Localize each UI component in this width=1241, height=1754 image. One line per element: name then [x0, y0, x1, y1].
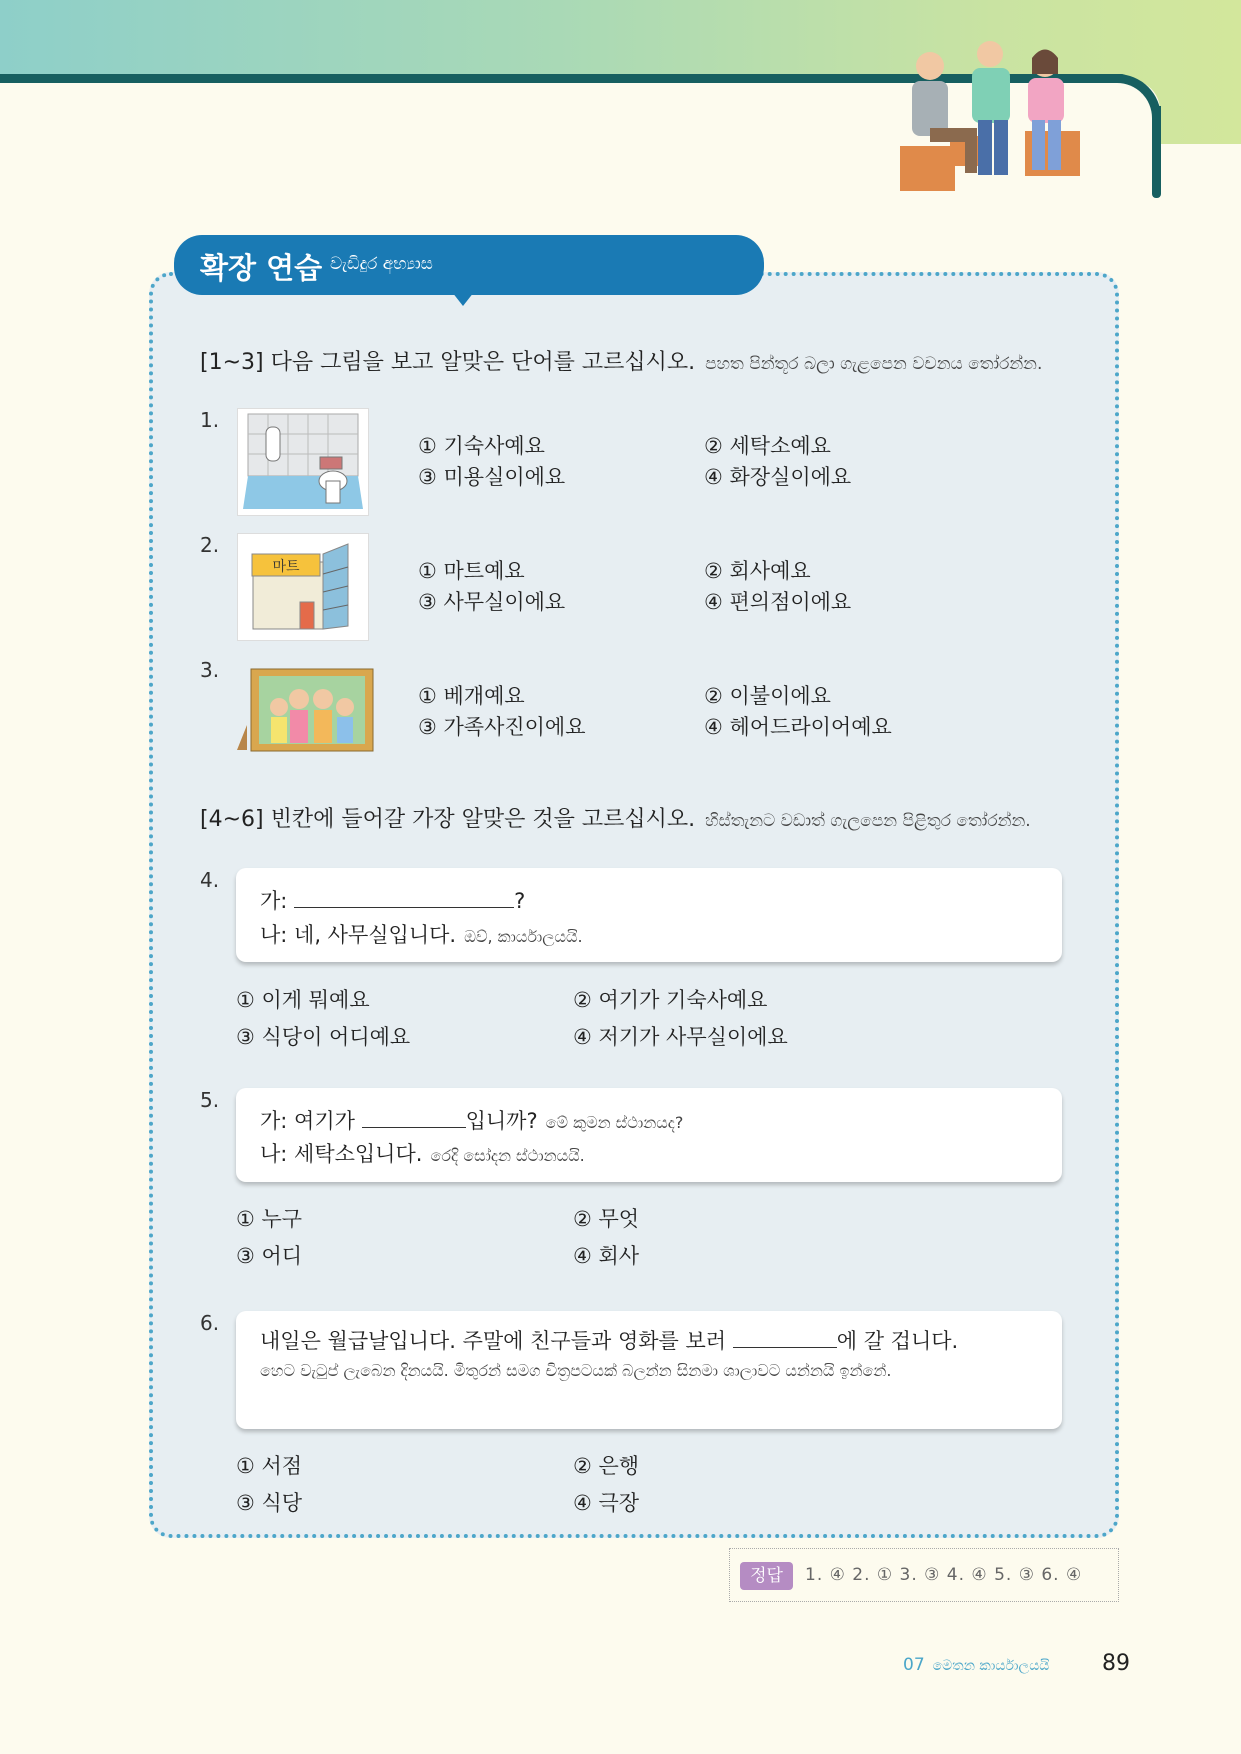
- answer-blank[interactable]: [733, 1329, 837, 1348]
- mart-sign-text: 마트: [272, 559, 300, 575]
- option[interactable]: ④ 극장: [573, 1491, 640, 1515]
- option[interactable]: ④ 화장실이에요: [704, 465, 852, 489]
- mart-building-picture: [237, 533, 369, 641]
- question-number: 4.: [200, 868, 220, 892]
- instruction-text: [4~6] 빈칸에 들어갈 가장 알맞은 것을 고르십시오.: [200, 807, 696, 832]
- dialogue-line: 내일은 월급날입니다. 주말에 친구들과 영화를 보러 에 갈 겁니다.: [260, 1329, 959, 1353]
- section-title: 확장 연습: [200, 251, 323, 285]
- option[interactable]: ② 세탁소예요: [704, 434, 831, 458]
- dialogue-box: [236, 1311, 1062, 1429]
- answer-key-text: 1. ④ 2. ① 3. ③ 4. ④ 5. ③ 6. ④: [805, 1565, 1083, 1585]
- question-number: 3.: [200, 658, 220, 682]
- option[interactable]: ② 은행: [573, 1454, 640, 1478]
- dialogue-translation: හෙට වැටුප් ලැබෙන දිනයයි. මිතුරන් සමග චිත්‍රපටයක් බලන්න සිනමා ශාලාවට යන්නයි ඉන්නේ.: [260, 1361, 892, 1380]
- option[interactable]: ① 마트예요: [418, 559, 525, 583]
- option[interactable]: ④ 헤어드라이어예요: [704, 715, 892, 739]
- option[interactable]: ② 회사예요: [704, 559, 811, 583]
- dialogue-box: [236, 1088, 1062, 1182]
- option[interactable]: ② 이불이에요: [704, 684, 831, 708]
- option[interactable]: ③ 사무실이에요: [418, 590, 566, 614]
- option[interactable]: ① 기숙사예요: [418, 434, 545, 458]
- question-number: 6.: [200, 1311, 220, 1335]
- option[interactable]: ③ 어디: [236, 1244, 303, 1268]
- section-tab-pointer: [452, 292, 474, 306]
- option[interactable]: ③ 가족사진이에요: [418, 715, 586, 739]
- dialogue-line-b: 나: 네, 사무실입니다. ඔව්, කාර්යාලයයි.: [260, 923, 583, 947]
- family-photo-picture: [237, 665, 377, 757]
- dialogue-line-a: 가: ?: [260, 889, 526, 913]
- instruction-text: [1~3] 다음 그림을 보고 알맞은 단어를 고르십시오.: [200, 350, 696, 375]
- instruction-1-3: [200, 345, 1042, 376]
- option[interactable]: ④ 편의점이에요: [704, 590, 852, 614]
- toilet-picture: [237, 408, 369, 516]
- chapter-footer: [903, 1655, 1049, 1675]
- instruction-subtext: හිස්තැනට වඩාත් ගැලපෙන පිළිතුර තෝරන්න.: [705, 811, 1031, 831]
- option[interactable]: ③ 식당: [236, 1491, 303, 1515]
- option[interactable]: ① 누구: [236, 1207, 303, 1231]
- option[interactable]: ① 베개예요: [418, 684, 525, 708]
- option[interactable]: ④ 저기가 사무실이에요: [573, 1025, 788, 1049]
- option[interactable]: ④ 회사: [573, 1244, 640, 1268]
- answer-blank[interactable]: [362, 1109, 466, 1128]
- dialogue-line-b: 나: 세탁소입니다. රෙදි සෝදන ස්ථානයයි.: [260, 1142, 585, 1166]
- question-number: 5.: [200, 1088, 220, 1112]
- dialogue-box: [236, 868, 1062, 962]
- instruction-subtext: පහත පින්තූර බලා ගැළපෙන වචනය තෝරන්න.: [705, 354, 1043, 374]
- page-number: 89: [1102, 1651, 1130, 1676]
- option[interactable]: ③ 식당이 어디예요: [236, 1025, 411, 1049]
- section-subtitle: වැඩිදුර අභ්‍යාස: [330, 254, 433, 274]
- answer-key-label: 정답: [740, 1562, 793, 1590]
- people-chatting-illustration: [890, 36, 1100, 198]
- dialogue-line-a: 가: 여기가 입니까? මේ කුමන ස්ථානයද?: [260, 1109, 684, 1133]
- chapter-title: මෙතන කාර්යාලයයි: [932, 1658, 1050, 1674]
- instruction-4-6: [200, 802, 1031, 833]
- option[interactable]: ② 여기가 기숙사예요: [573, 988, 768, 1012]
- question-number: 2.: [200, 533, 220, 557]
- option[interactable]: ③ 미용실이에요: [418, 465, 566, 489]
- answer-blank[interactable]: [294, 889, 514, 908]
- option[interactable]: ② 무엇: [573, 1207, 640, 1231]
- chapter-number: 07: [903, 1655, 925, 1675]
- header-rule-vertical: [1152, 106, 1161, 198]
- option[interactable]: ① 이게 뭐예요: [236, 988, 370, 1012]
- question-number: 1.: [200, 408, 220, 432]
- option[interactable]: ① 서점: [236, 1454, 303, 1478]
